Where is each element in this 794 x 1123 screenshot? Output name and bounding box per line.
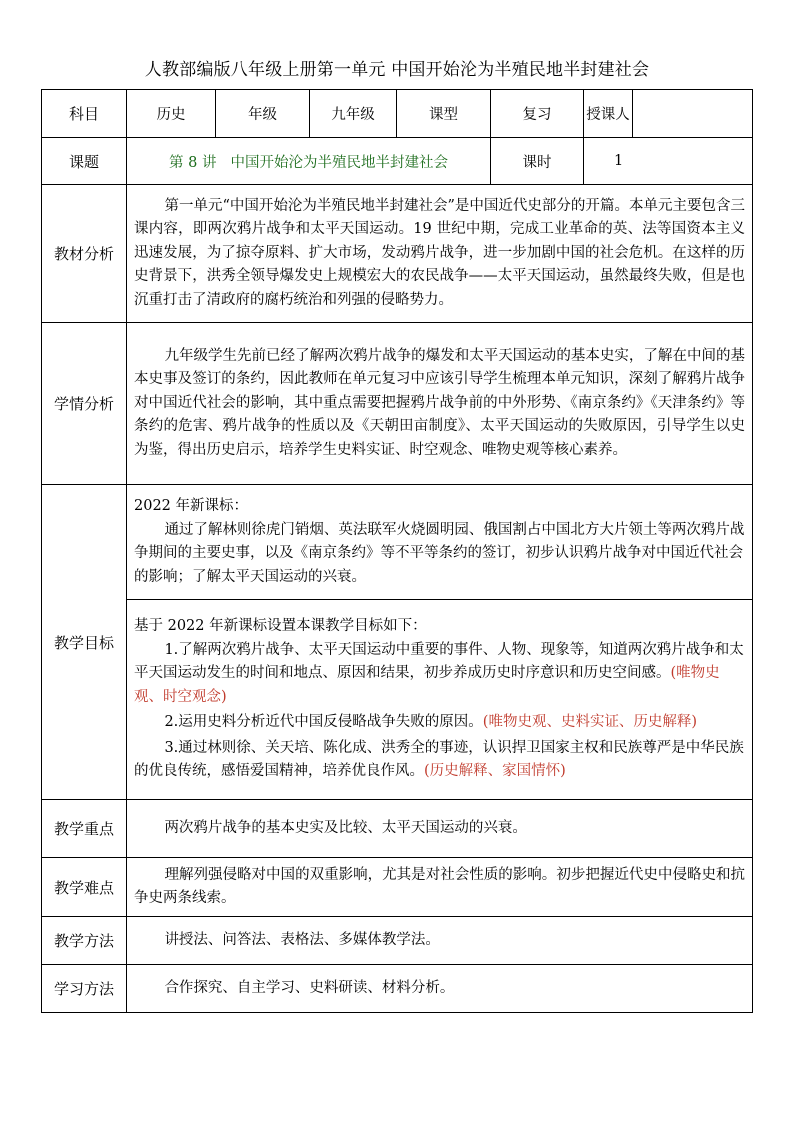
difficulties-row: [42, 858, 753, 917]
difficulties-label: 教学难点: [42, 858, 127, 917]
learning-methods-text: 合作探究、自主学习、史料研读、材料分析。: [127, 965, 753, 1013]
key-points-text: 两次鸦片战争的基本史实及比较、太平天国运动的兴衰。: [127, 800, 753, 858]
student-analysis-text: 九年级学生先前已经了解两次鸦片战争的爆发和太平天国运动的基本史实，了解在中间的基本史事及签订的条约，因此教师在单元复习中应该引导学生梳理本单元知识，深刻了解鸦片战争对中国近代社会的影响，其中重点需要把握鸦片战争前的中外形势、《南京条约》《天津条约》等条约的危害、鸦片战争的性质以及《天朝田亩制度》、太平天国运动的失败原因，引导学生以史为鉴，得出历史启示，培养学生史料实证、时空观念、唯物史观等核心素养。: [127, 323, 753, 485]
hours-label: 课时: [491, 138, 584, 185]
hours-value: 1: [584, 138, 753, 185]
topic-label: 课题: [42, 138, 127, 185]
type-label: 课型: [397, 90, 491, 138]
topic-cell: [127, 138, 491, 185]
standard-title: 2022 年新课标：: [134, 498, 249, 514]
textbook-analysis-text: 第一单元“中国开始沦为半殖民地半封建社会”是中国近代史部分的开篇。本单元主要包含三课内容，即两次鸦片战争和太平天国运动。19 世纪中期，完成工业革命的英、法等国资本主义迅速发展，为了掠夺原料、扩大市场，发动鸦片战争，进一步加剧中国的社会危机。在这样的历史背景下，洪秀全领导爆发史上规模宏大的农民战争——太平天国运动，虽然最终失败，但是也沉重打击了清政府的腐朽统治和列强的侵略势力。: [127, 185, 753, 323]
goal-item-1: 1.了解两次鸦片战争、太平天国运动中重要的事件、人物、现象等，知道两次鸦片战争和太平天国运动发生的时间和地点、原因和结果，初步养成历史时序意识和历史空间感。(唯物史观、时空观念): [134, 641, 744, 705]
key-points-row: [42, 800, 753, 858]
goal-tag-1: (唯物史观、时空观念): [134, 665, 720, 705]
grade-value: 九年级: [310, 90, 397, 138]
methods-label: 教学方法: [42, 917, 127, 965]
student-analysis-row: [42, 323, 753, 485]
header-row: [42, 90, 753, 138]
curriculum-standard-cell: [127, 485, 753, 600]
methods-text: 讲授法、问答法、表格法、多媒体教学法。: [127, 917, 753, 965]
goals-row: [42, 600, 753, 800]
teaching-goals-label: 教学目标: [42, 485, 127, 800]
methods-row: [42, 917, 753, 965]
type-value: 复习: [491, 90, 584, 138]
teacher-label: 授课人: [584, 90, 633, 138]
goals-cell: [127, 600, 753, 800]
subject-value: 历史: [127, 90, 216, 138]
goal-tag-3: (历史解释、家国情怀): [424, 763, 566, 780]
standard-text: 通过了解林则徐虎门销烟、英法联军火烧圆明园、俄国割占中国北方大片领土等两次鸦片战争期间的主要史事，以及《南京条约》等不平等条约的签订，初步认识鸦片战争对中国近代社会的影响；了解太平天国运动的兴衰。: [134, 521, 745, 585]
key-points-label: 教学重点: [42, 800, 127, 858]
difficulties-text: 理解列强侵略对中国的双重影响，尤其是对社会性质的影响。初步把握近代史中侵略史和抗争史两条线索。: [127, 858, 753, 917]
student-analysis-label: 学情分析: [42, 323, 127, 485]
textbook-analysis-row: [42, 185, 753, 323]
learning-methods-row: [42, 965, 753, 1013]
page-title: 人教部编版八年级上册第一单元 中国开始沦为半殖民地半封建社会: [144, 60, 650, 80]
lesson-number: 第 8 讲: [169, 154, 217, 171]
textbook-analysis-label: 教材分析: [42, 185, 127, 323]
topic-row: [42, 138, 753, 185]
lesson-topic: 中国开始沦为半殖民地半封建社会: [230, 154, 448, 171]
learning-methods-label: 学习方法: [42, 965, 127, 1013]
curriculum-standard-row: [42, 485, 753, 600]
goals-intro: 基于 2022 年新课标设置本课教学目标如下：: [134, 618, 427, 635]
lesson-plan-table: [41, 89, 753, 1013]
subject-label: 科目: [42, 90, 127, 138]
goal-item-2: 2.运用史料分析近代中国反侵略战争失败的原因。(唯物史观、史料实证、历史解释): [164, 714, 698, 731]
grade-label: 年级: [216, 90, 310, 138]
goal-tag-2: (唯物史观、史料实证、历史解释): [482, 714, 698, 731]
goal-item-3: 3.通过林则徐、关天培、陈化成、洪秀全的事迹，认识捍卫国家主权和民族尊严是中华民族的优良传统，感悟爱国精神，培养优良作风。(历史解释、家国情怀): [134, 739, 744, 780]
teacher-value: [633, 90, 753, 138]
